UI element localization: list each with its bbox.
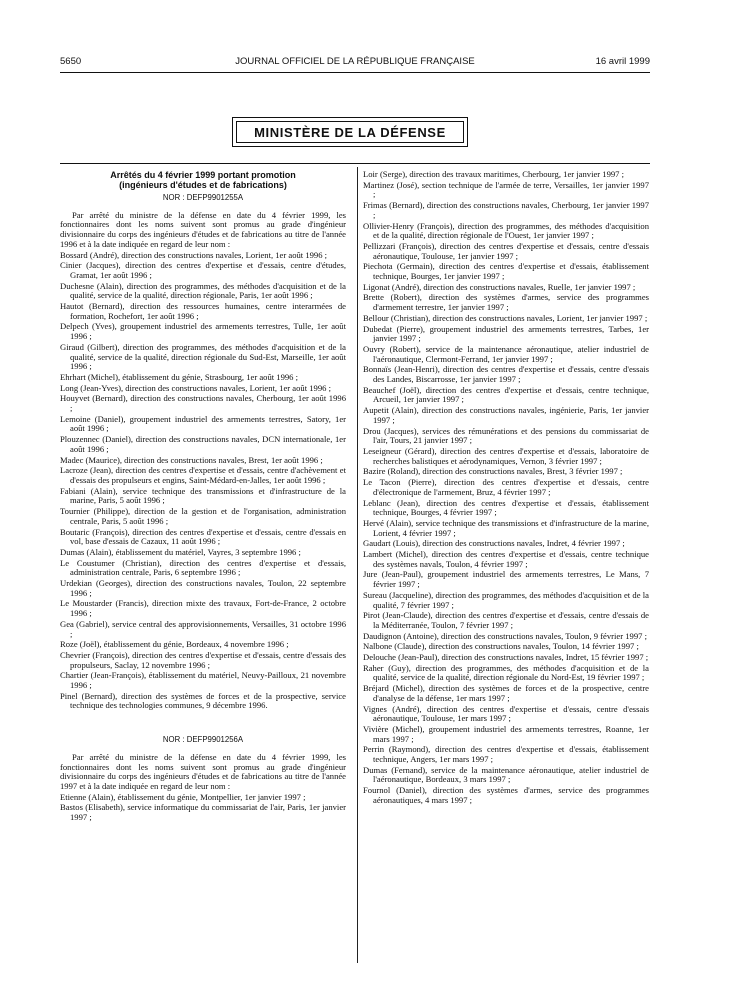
promotion-entry: Hautot (Bernard), direction des ressources humaines, centre interarmées de formation, Rochefort, 1er août 1996 ; (60, 301, 346, 321)
promotion-entry: Dumas (Fernand), service de la maintenance aéronautique, atelier industriel de l'aéronautique, Bordeaux, 3 mars 1997 ; (363, 764, 649, 785)
promotion-entry: Boutaric (François), direction des centres d'expertise et d'essais, centre d'essais en vol, base d'essais de Cazaux, 11 août 1996 ; (60, 526, 346, 547)
promotion-entry: Dumas (Alain), établissement du matériel, Vayres, 3 septembre 1996 ; (60, 546, 301, 557)
promotion-entry: Sureau (Jacqueline), direction des programmes, des méthodes d'acquisition et de la qualité, 7 février 1997 ; (363, 589, 649, 610)
promotion-entry: Gaudart (Louis), direction des constructions navales, Indret, 4 février 1997 ; (363, 538, 625, 549)
promotion-entry: Piechota (Germain), direction des centres d'expertise et d'essais, établissement technique, Bourges, 1er janvier 1997 ; (363, 261, 649, 282)
promotion-entry: Dubedat (Pierre), groupement industriel des armements terrestres, Tarbes, 1er janvier 1997 ; (363, 323, 649, 344)
left-column (60, 170, 346, 824)
promotion-entry: Leseigneur (Gérard), direction des centres d'expertise et d'essais, laboratoire de recherches balistiques et aérodynamiques, Vernon, 3 février 1997 ; (363, 445, 649, 466)
promotion-entry: Bastos (Elisabeth), service informatique du commissariat de l'air, Paris, 1er janvier 1997 ; (60, 802, 346, 823)
promotion-entry: Hervé (Alain), service technique des transmissions et d'infrastructure de la marine, Lorient, 4 février 1997 ; (363, 517, 649, 538)
promotion-list-1996 (60, 251, 346, 712)
column-divider (357, 167, 358, 963)
promotion-entry: Lemoine (Daniel), groupement industriel des armements terrestres, Satory, 1er août 1996 ; (60, 413, 346, 434)
promotion-entry: Urdekian (Georges), direction des constructions navales, Toulon, 22 septembre 1996 ; (60, 578, 346, 598)
promotion-entry: Pirot (Jean-Claude), direction des centres d'expertise et d'essais, centre d'essais de la Méditerranée, Toulon, 7 février 1997 ; (363, 610, 649, 630)
promotion-entry: Vignes (André), direction des centres d'expertise et d'essais, centre d'essais aéronautique, Toulouse, 1er mars 1997 ; (363, 703, 649, 724)
promotion-entry: Giraud (Gilbert), direction des programmes, des méthodes d'acquisition et de la qualité, service de la qualité, direction régionale du Sud-Est, Marseille, 1er août 1996 ; (60, 341, 346, 372)
promotion-entry: Daudignon (Antoine), direction des constructions navales, Toulon, 9 février 1997 ; (363, 630, 647, 641)
decree-intro: Par arrêté du ministre de la défense en date du 4 février 1999, les fonctionnaires dont les noms suivent sont promus au grade d'ingénieur divisionnaire du corps des ingénieurs d'études et de fabrications au titre de l'année 1996 et à la date indiquée en regard de leur nom : (60, 209, 346, 249)
promotion-entry: Fabiani (Alain), service technique des transmissions et d'infrastructure de la marine, Paris, 5 août 1996 ; (60, 485, 346, 506)
journal-title: JOURNAL OFFICIEL DE LA RÉPUBLIQUE FRANÇAISE (235, 56, 475, 67)
promotion-entry: Ollivier-Henry (François), direction des programmes, des méthodes d'acquisition et de la qualité, direction régionale de l'Ouest, 1er janvier 1997 ; (363, 220, 649, 241)
header-rule (60, 72, 650, 73)
promotion-entry: Madec (Maurice), direction des constructions navales, Brest, 1er août 1996 ; (60, 454, 323, 465)
promotion-entry: Pinel (Bernard), direction des systèmes de forces et de la prospective, service technique des technologies communes, 9 décembre 1996. (60, 690, 346, 711)
promotion-entry: Plouzennec (Daniel), direction des constructions navales, DCN internationale, 1er août 1996 ; (60, 434, 346, 454)
nor-reference: NOR : DEFP9901255A (162, 193, 244, 202)
promotion-entry: Ehrhart (Michel), établissement du génie, Strasbourg, 1er août 1996 ; (60, 371, 299, 382)
promotion-entry: Frimas (Bernard), direction des constructions navales, Cherbourg, 1er janvier 1997 ; (363, 200, 649, 220)
promotion-entry: Gea (Gabriel), service central des approvisionnements, Versailles, 31 octobre 1996 ; (60, 618, 346, 639)
promotion-entry: Bazire (Roland), direction des constructions navales, Brest, 3 février 1997 ; (363, 466, 623, 477)
decree-subtitle: (ingénieurs d'études et de fabrications) (119, 180, 287, 190)
promotion-entry: Vivière (Michel), groupement industriel des armements terrestres, Roanne, 1er mars 1997 ; (363, 723, 649, 744)
promotion-entry: Loir (Serge), direction des travaux maritimes, Cherbourg, 1er janvier 1997 ; (363, 169, 625, 179)
page-number: 5650 (60, 56, 82, 67)
promotion-entry: Brette (Robert), direction des systèmes d'armes, service des programmes d'armement terrestre, 1er janvier 1997 ; (363, 292, 649, 313)
promotion-entry: Lambert (Michel), direction des centres d'expertise et d'essais, centre technique des systèmes navals, Toulon, 4 février 1997 ; (363, 549, 649, 569)
promotion-entry: Delouche (Jean-Paul), direction des constructions navales, Indret, 15 février 1997 ; (363, 652, 649, 663)
promotion-entry: Long (Jean-Yves), direction des constructions navales, Lorient, 1er août 1996 ; (60, 382, 331, 393)
ministry-title: MINISTÈRE DE LA DÉFENSE (236, 121, 464, 143)
promotion-entry: Roze (Joël), établissement du génie, Bordeaux, 4 novembre 1996 ; (60, 639, 289, 650)
promotion-entry: Le Coustumer (Christian), direction des centres d'expertise et d'essais, administration centrale, Paris, 6 septembre 1996 ; (60, 557, 346, 578)
page-header (60, 56, 650, 70)
promotion-entry: Drou (Jacques), services des rémunérations et des pensions du commissariat de l'air, Tours, 21 janvier 1997 ; (363, 425, 649, 446)
promotion-entry: Ouvry (Robert), service de la maintenance aéronautique, atelier industriel de l'aéronautique, Clermont-Ferrand, 1er janvier 1997 ; (363, 343, 649, 364)
promotion-entry: Delpech (Yves), groupement industriel des armements terrestres, Tulle, 1er août 1996 ; (60, 321, 346, 342)
promotion-entry: Chartier (Jean-François), établissement du matériel, Neuvy-Pailloux, 21 novembre 1996 ; (60, 670, 346, 691)
promotion-entry: Le Tacon (Pierre), direction des centres d'expertise et d'essais, centre d'électronique de l'armement, Bruz, 4 février 1997 ; (363, 477, 649, 497)
promotion-entry: Bossard (André), direction des constructions navales, Lorient, 1er août 1996 ; (60, 249, 328, 260)
promotion-entry: Ligonat (André), direction des constructions navales, Ruelle, 1er janvier 1997 ; (363, 281, 636, 292)
promotion-entry: Beauchef (Joël), direction des centres d'expertise et d'essais, centre technique, Arcueil, 1er janvier 1997 ; (363, 384, 649, 405)
promotion-entry: Pellizzari (François), direction des centres d'expertise et d'essais, centre d'essais aéronautique, Toulouse, 1er janvier 1997 ; (363, 240, 649, 261)
promotion-entry: Chevrier (François), direction des centres d'expertise et d'essais, centre d'essais des propulseurs, Saclay, 12 novembre 1996 ; (60, 649, 346, 670)
decree-title: Arrêtés du 4 février 1999 portant promotion (110, 170, 296, 180)
promotion-entry: Bellour (Christian), direction des constructions navales, Lorient, 1er janvier 1997 ; (363, 312, 648, 323)
promotion-entry: Perrin (Raymond), direction des centres d'expertise et d'essais, établissement technique, Angers, 1er mars 1997 ; (363, 744, 649, 765)
ministry-box (232, 117, 468, 147)
section-rule (60, 163, 650, 164)
promotion-entry: Bonnaïs (Jean-Henri), direction des centres d'expertise et d'essais, centre d'essais des Landes, Biscarrosse, 1er janvier 1997 ; (363, 364, 649, 385)
promotion-list-1997-continued (363, 170, 649, 806)
promotion-entry: Leblanc (Jean), direction des centres d'expertise et d'essais, établissement technique, Bourges, 4 février 1997 ; (363, 497, 649, 518)
promotion-entry: Le Moustarder (Francis), direction mixte des travaux, Fort-de-France, 2 octobre 1996 ; (60, 598, 346, 619)
promotion-list-1997 (60, 793, 346, 823)
decree-intro: Par arrêté du ministre de la défense en date du 4 février 1999, les fonctionnaires dont les noms suivent sont promus au grade d'ingénieur divisionnaire du corps des ingénieurs d'études et de fabrications au titre de l'année 1997 et à la date indiquée en regard de leur nom : (60, 751, 346, 791)
promotion-entry: Aupetit (Alain), direction des constructions navales, ingénierie, Paris, 1er janvier 1997 ; (363, 405, 649, 425)
promotion-entry: Raher (Guy), direction des programmes, des méthodes d'acquisition et de la qualité, service de la qualité, direction régionale du Nord-Est, 19 février 1997 ; (363, 662, 649, 683)
promotion-entry: Nalbone (Claude), direction des constructions navales, Toulon, 14 février 1997 ; (363, 641, 639, 652)
right-column (363, 170, 649, 807)
promotion-entry: Bréjard (Michel), direction des systèmes de forces et de la prospective, centre d'analyse de la défense, 1er mars 1997 ; (363, 683, 649, 703)
promotion-entry: Etienne (Alain), établissement du génie, Montpellier, 1er janvier 1997 ; (60, 791, 306, 802)
promotion-entry: Tournier (Philippe), direction de la gestion et de l'organisation, administration centrale, Paris, 5 août 1996 ; (60, 506, 346, 526)
issue-date: 16 avril 1999 (595, 56, 650, 67)
promotion-entry: Houyvet (Bernard), direction des constructions navales, Cherbourg, 1er août 1996 ; (60, 393, 346, 414)
promotion-entry: Lacroze (Jean), direction des centres d'expertise et d'essais, centre d'achèvement et d'essais des propulseurs et engins, Saint-Médard-en-Jalles, 1er août 1996 ; (60, 465, 346, 485)
promotion-entry: Cinier (Jacques), direction des centres d'expertise et d'essais, centre d'études, Gramat, 1er août 1996 ; (60, 260, 346, 280)
promotion-entry: Jure (Jean-Paul), groupement industriel des armements terrestres, Le Mans, 7 février 1997 ; (363, 569, 649, 590)
promotion-entry: Martinez (José), section technique de l'armée de terre, Versailles, 1er janvier 1997 ; (363, 179, 649, 200)
promotion-entry: Fournol (Daniel), direction des systèmes d'armes, service des programmes aéronautiques, 4 mars 1997 ; (363, 785, 649, 805)
promotion-entry: Duchesne (Alain), direction des programmes, des méthodes d'acquisition et de la qualité, service de la qualité, direction régionale, Paris, 1er août 1996 ; (60, 280, 346, 301)
nor-reference: NOR : DEFP9901256A (162, 735, 244, 745)
